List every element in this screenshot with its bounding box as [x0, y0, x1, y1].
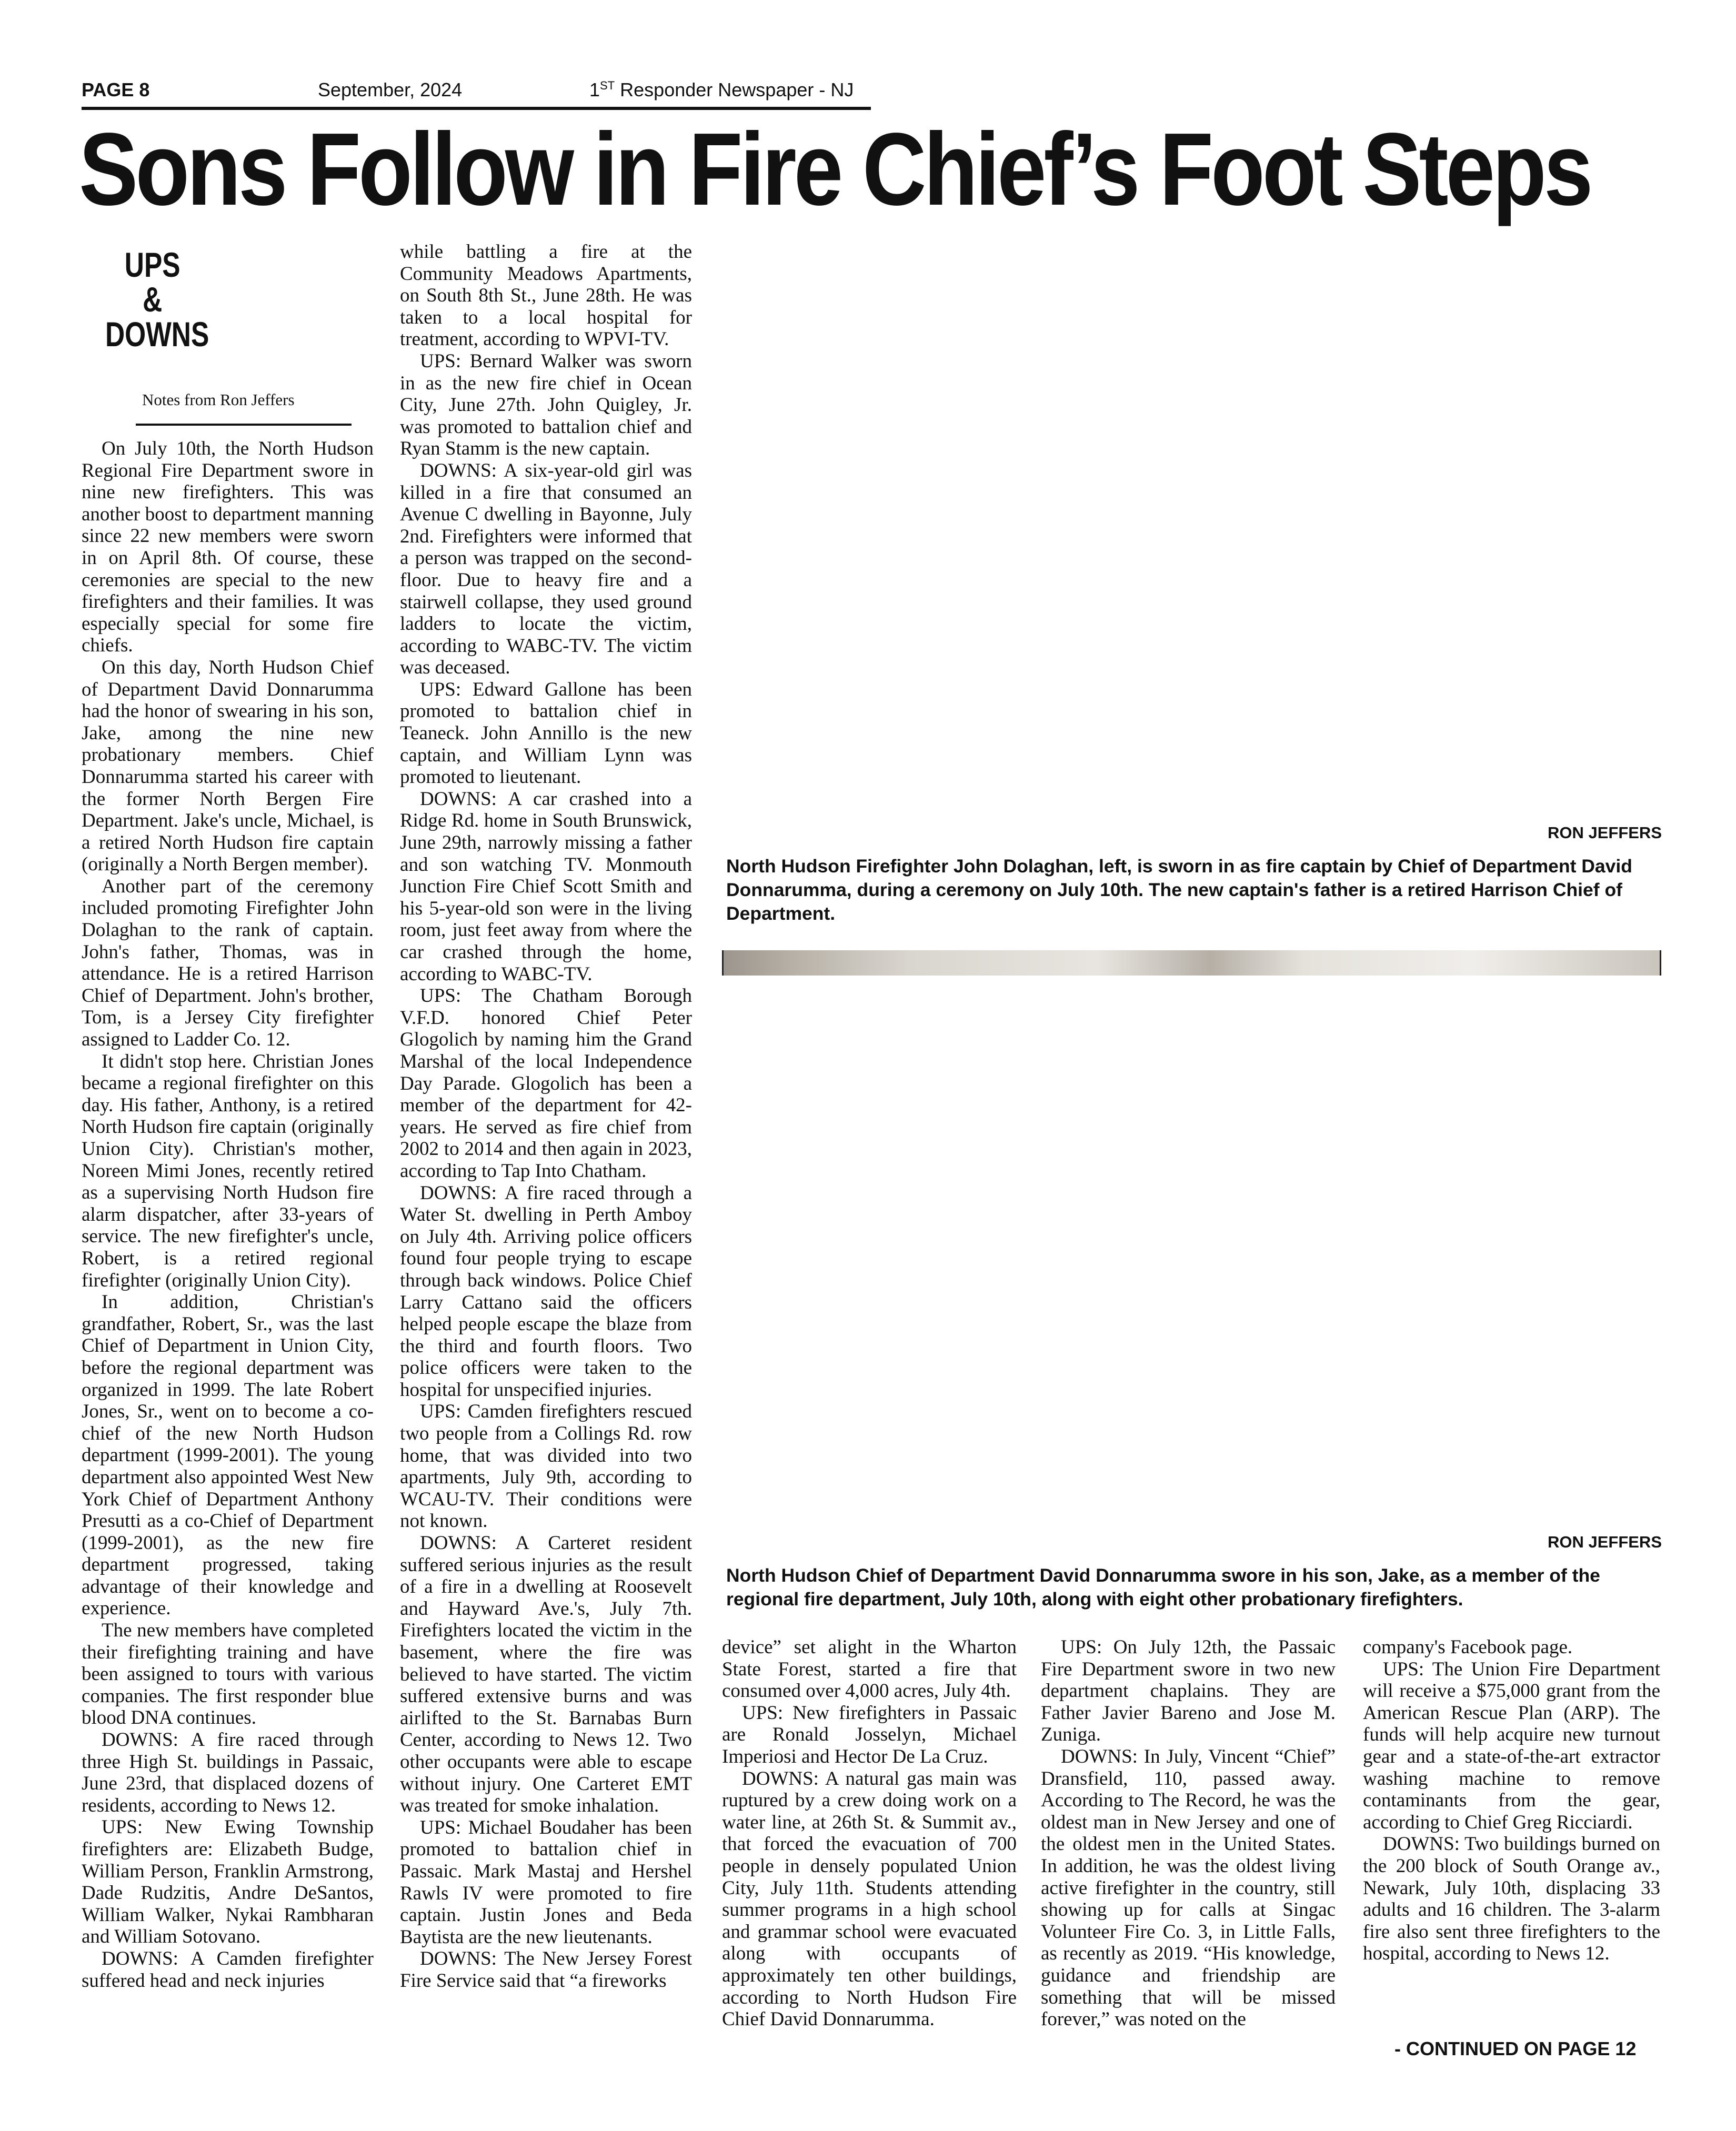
paragraph: In addition, Christian's grandfather, Robert, Sr., was the last Chief of Department in Union City, before the regional department was organized in 1999. The late Robert Jones, Sr., went on to become a co-chief of the new North Hudson department (1999-2001). The young department also appointed West New York Chief of Department Anthony Presutti as a co-Chief of Department (1999-2001), as the new fire department progressed, taking advantage of their knowledge and experience.	[82, 1291, 374, 1620]
paragraph: DOWNS: A six-year-old girl was killed in a fire that consumed an Avenue C dwelling in Bayonne, July 2nd. Firefighters were informed that a person was trapped on the second-floor. Due to heavy fire and a stairwell collapse, they used ground ladders to locate the victim, according to WABC-TV. The victim was deceased.	[400, 459, 692, 679]
paragraph: UPS: Camden firefighters rescued two people from a Collings Rd. row home, that was divided into two apartments, July 9th, according to WCAU-TV. Their conditions were not known.	[400, 1401, 692, 1532]
paragraph: UPS: The Chatham Borough V.F.D. honored Chief Peter Glogolich by naming him the Grand Marshal of the local Independence Day Parade. Glogolich has been a member of the department for 42-years. He served as fire chief from 2002 to 2014 and then again in 2023, according to Tap Into Chatham.	[400, 985, 692, 1182]
article-column-4	[1041, 1636, 1336, 2031]
paragraph: On this day, North Hudson Chief of Department David Donnarumma had the honor of swearing in his son, Jake, among the nine new probationary members. Chief Donnarumma started his career with the former North Bergen Fire Department. Jake's uncle, Michael, is a retired North Hudson fire captain (originally a North Bergen member).	[82, 656, 374, 876]
paragraph: It didn't stop here. Christian Jones became a regional firefighter on this day. His father, Anthony, is a retired North Hudson fire captain (originally Union City). Christian's mother, Noreen Mimi Jones, recently retired as a supervising North Hudson fire alarm dispatcher, after 33-years of service. The new firefighter's uncle, Robert, is a retired regional firefighter (originally Union City).	[82, 1050, 374, 1291]
byline: Notes from Ron Jeffers	[142, 390, 295, 409]
paragraph: DOWNS: A natural gas main was ruptured by a crew doing work on a water line, at 26th St. & Summit av., that forced the evacuation of 700 people in densely populated Union City, July 11th. Students attending summer programs in a high school and grammar school were evacuated along with occupants of approximately ten other buildings, according to North Hudson Fire Chief David Donnarumma.	[722, 1767, 1017, 2031]
paragraph: device” set alight in the Wharton State Forest, started a fire that consumed over 4,000 acres, July 4th.	[722, 1636, 1017, 1702]
paragraph: DOWNS: A car crashed into a Ridge Rd. home in South Brunswick, June 29th, narrowly missing a father and son watching TV. Monmouth Junction Fire Chief Scott Smith and his 5-year-old son were in the living room, just feet away from where the car crashed through the home, according to WABC-TV.	[400, 788, 692, 985]
article-column-1	[82, 438, 374, 1992]
paragraph: UPS: New Ewing Township firefighters are: Elizabeth Budge, William Person, Franklin Armstrong, Dade Rudzitis, Andre DeSantos, William Walker, Nykai Rambharan and William Sotovano.	[82, 1816, 374, 1948]
photo-credit: RON JEFFERS	[1547, 823, 1662, 842]
paragraph: UPS: Bernard Walker was sworn in as the new fire chief in Ocean City, June 27th. John Quigley, Jr. was promoted to battalion chief and Ryan Stamm is the new captain.	[400, 350, 692, 460]
paragraph: The new members have completed their firefighting training and have been assigned to tours with various companies. The first responder blue blood DNA continues.	[82, 1620, 374, 1729]
ups-downs-logo: UPS & DOWNS	[105, 245, 209, 354]
paragraph: UPS: Michael Boudaher has been promoted to battalion chief in Passaic. Mark Mastaj and Hershel Rawls IV were promoted to fire captain. Justin Jones and Beda Baytista are the new lieutenants.	[400, 1816, 692, 1948]
paragraph: DOWNS: A fire raced through a Water St. dwelling in Perth Amboy on July 4th. Arriving police officers found four people trying to escape through back windows. Police Chief Larry Cattano said the officers helped people escape the blaze from the third and fourth floors. Two police officers were taken to the hospital for unspecified injuries.	[400, 1182, 692, 1401]
article-column-5	[1363, 1636, 1660, 1965]
paragraph: UPS: On July 12th, the Passaic Fire Department swore in two new department chaplains. They are Father Javier Bareno and Jose M. Zuniga.	[1041, 1636, 1336, 1746]
paragraph: UPS: Edward Gallone has been promoted to battalion chief in Teaneck. John Annillo is the new captain, and William Lynn was promoted to lieutenant.	[400, 678, 692, 788]
paragraph: DOWNS: Two buildings burned on the 200 block of South Orange av., Newark, July 10th, displacing 33 adults and 16 children. The 3-alarm fire also sent three firefighters to the hospital, according to News 12.	[1363, 1833, 1660, 1965]
publication-name: 1ST Responder Newspaper - NJ	[589, 79, 854, 100]
byline-rule	[136, 424, 352, 426]
paragraph: UPS: New firefighters in Passaic are Ronald Josselyn, Michael Imperiosi and Hector De La Cruz.	[722, 1702, 1017, 1767]
paragraph: while battling a fire at the Community Meadows Apartments, on South 8th St., June 28th. He was taken to a local hospital for treatment, according to WPVI-TV.	[400, 241, 692, 350]
paragraph: DOWNS: A Carteret resident suffered serious injuries as the result of a fire in a dwelling at Roosevelt and Hayward Ave.'s, July 7th. Firefighters located the victim in the basement, where the fire was believed to have started. The victim suffered extensive burns and was airlifted to the St. Barnabas Burn Center, according to News 12. Two other occupants were able to escape without injury. One Carteret EMT was treated for smoke inhalation.	[400, 1532, 692, 1817]
article-column-2	[400, 241, 692, 1992]
headline: Sons Follow in Fire Chief’s Foot Steps	[79, 112, 1591, 227]
paragraph: UPS: The Union Fire Department will receive a $75,000 grant from the American Rescue Plan (ARP). The funds will help acquire new turnout gear and a state-of-the-art extractor washing machine to remove contaminants from the gear, according to Chief Greg Ricciardi.	[1363, 1658, 1660, 1833]
paragraph: DOWNS: A fire raced through three High St. buildings in Passaic, June 23rd, that displaced dozens of residents, according to News 12.	[82, 1729, 374, 1816]
paragraph: DOWNS: In July, Vincent “Chief” Dransfield, 110, passed away. According to The Record, he was the oldest man in New Jersey and one of the oldest men in the United States. In addition, he was the oldest living active firefighter in the country, still showing up for calls at Singac Volunteer Fire Co. 3, in Little Falls, as recently as 2019. “His knowledge, guidance and friendship are something that will be missed forever,” was noted on the	[1041, 1745, 1336, 2031]
photo-credit: RON JEFFERS	[1547, 1533, 1662, 1551]
photo-dolaghan-sworn-in	[722, 241, 1661, 820]
paragraph: On July 10th, the North Hudson Regional Fire Department swore in nine new firefighters. This was another boost to department manning since 22 new members were sworn in on April 8th. Of course, these ceremonies are special to the new firefighters and their families. It was especially special for some fire chiefs.	[82, 438, 374, 657]
paragraph: Another part of the ceremony included promoting Firefighter John Dolaghan to the rank of captain. John's father, Thomas, was in attendance. He is a retired Harrison Chief of Department. John's brother, Tom, is a Jersey City firefighter assigned to Ladder Co. 12.	[82, 875, 374, 1051]
continued-on-page-link[interactable]: - CONTINUED ON PAGE 12	[1394, 2038, 1637, 2059]
article-column-3	[722, 1636, 1017, 2031]
paragraph: company's Facebook page.	[1363, 1636, 1573, 1658]
photo-caption: North Hudson Chief of Department David Donnarumma swore in his son, Jake, as a member of the regional fire department, July 10th, along with eight other probationary firefighters.	[726, 1565, 1600, 1610]
paragraph: DOWNS: The New Jersey Forest Fire Service said that “a fireworks	[400, 1948, 692, 1992]
issue-date: September, 2024	[318, 79, 463, 100]
page-number: PAGE 8	[82, 79, 150, 100]
photo-caption: North Hudson Firefighter John Dolaghan, left, is sworn in as fire captain by Chief of Department David Donnarumma, during a ceremony on July 10th. The new captain's father is a retired Harrison Chief of Department.	[726, 856, 1632, 924]
paragraph: DOWNS: A Camden firefighter suffered head and neck injuries	[82, 1947, 374, 1992]
photo-frame	[722, 950, 1661, 976]
header-rule	[82, 107, 871, 110]
